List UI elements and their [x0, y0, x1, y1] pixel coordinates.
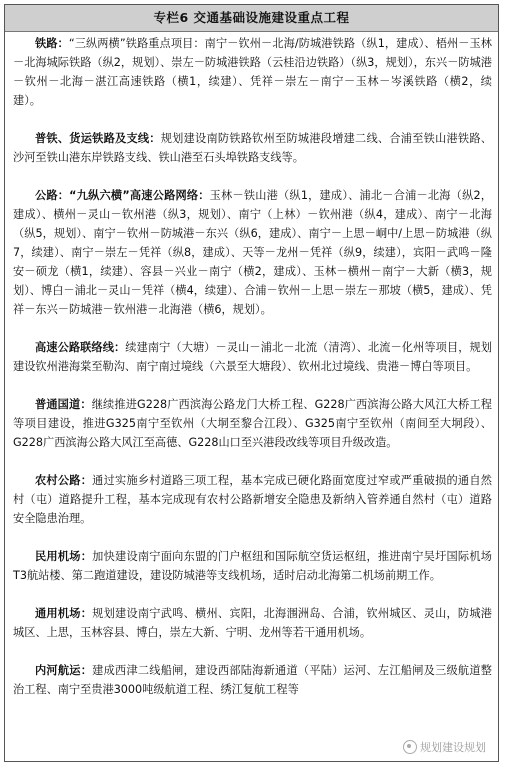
column-content: [5, 32, 498, 699]
section-term: 铁路：: [35, 37, 69, 50]
section-term: 普铁、货运铁路及支线：: [35, 132, 161, 145]
section-term: 民用机场：: [35, 550, 93, 563]
watermark-text: 规划建设规划: [420, 741, 486, 754]
section-body: 建成西津二线船闸，建设西部陆海新通道（平陆）运河、左江船闸及三级航道整治工程、南宁至贵港3000吨级航道工程、绣江复航工程等: [13, 664, 492, 696]
wechat-logo-icon: [403, 740, 417, 754]
section-body: 续建南宁（大塘）－灵山－浦北－北流（清湾）、北流－化州等项目，规划建设钦州港海棠至勒沟、南宁南过境线（六景至大塘段）、钦州北过境线、贵港－博白等项目。: [13, 341, 492, 373]
section-civil-airport: [13, 547, 492, 585]
section-body: 规划建设南宁武鸣、横州、宾阳，北海涠洲岛、合浦，钦州城区、灵山，防城港城区、上思，玉林容县、博白，崇左大新、宁明、龙州等若干通用机场。: [13, 607, 492, 639]
watermark: [403, 739, 486, 755]
section-national-road: [13, 395, 492, 452]
section-term: 公路：“九纵六横”高速公路网络：: [35, 189, 210, 202]
section-rural-road: [13, 471, 492, 528]
section-body: 通过实施乡村道路三项工程，基本完成已硬化路面宽度过窄或严重破损的通自然村（屯）道路提升工程，基本完成现有农村公路新增安全隐患及新纳入管养通自然村（屯）道路安全隐患治理。: [13, 474, 492, 525]
section-term: 普通国道：: [35, 398, 92, 411]
section-body: 玉林－铁山港（纵1，建成）、浦北－合浦－北海（纵2，建成）、横州－灵山－钦州港（纵3，规划）、南宁（上林）－钦州港（纵4，建成）、南宁－北海（纵5，规划）、南宁－钦州－防城港－东兴（纵6，建成）、南宁－上思－峒中/上思－防城港（纵7，续建）、南宁－崇左－凭祥（纵8，建成）、天等－龙州－凭祥（纵9，续建），宾阳－武鸣－隆安－硕龙（横1，续建）、容县－兴业－南宁（横2，建成）、玉林－横州－南宁－大新（横3，规划）、博白－浦北－灵山－凭祥（横4，续建）、合浦－钦州－上思－崇左－那坡（横5，建成）、凭祥－东兴－防城港－钦州港－北海港（横6，规划）。: [13, 189, 492, 316]
section-term: 农村公路：: [35, 474, 93, 487]
section-general-airport: [13, 604, 492, 642]
feature-column-box: [4, 4, 499, 762]
section-body: “三纵两横”铁路重点项目：南宁－钦州－北海/防城港铁路（纵1，建成）、梧州－玉林－北海城际铁路（纵2，规划）、崇左－防城港铁路（云桂沿边铁路）（纵3，规划），东兴－防城港－钦州－北海－湛江高速铁路（横1，续建）、凭祥－崇左－南宁－玉林－岑溪铁路（横2，续建）。: [13, 37, 492, 107]
section-body: 规划建设南防铁路钦州至防城港段增建二线、合浦至铁山港铁路、沙河至铁山港东岸铁路支线、铁山港至石头埠铁路支线等。: [13, 132, 492, 164]
section-body: 继续推进G228广西滨海公路龙门大桥工程、G228广西滨海公路大风江大桥工程等项目建设，推进G325南宁至钦州（大垌至黎合江段）、G325南宁至钦州（南间至大垌段）、G228广西滨海公路大风江至高德、G228山口至兴港段改线等项目升级改造。: [13, 398, 492, 449]
section-term: 通用机场：: [35, 607, 93, 620]
column-title: 专栏6 交通基础设施建设重点工程: [5, 5, 498, 32]
section-inland-waterway: [13, 661, 492, 699]
section-highway-connector: [13, 338, 492, 376]
section-term: 内河航运：: [35, 664, 93, 677]
section-term: 高速公路联络线：: [35, 341, 126, 354]
section-body: 加快建设南宁面向东盟的门户枢纽和国际航空货运枢纽，推进南宁吴圩国际机场T3航站楼、第二跑道建设，建设防城港等支线机场，适时启动北海第二机场前期工作。: [13, 550, 492, 582]
section-freight-railway: [13, 129, 492, 167]
section-railway: [13, 34, 492, 110]
section-highway-network: [13, 186, 492, 319]
